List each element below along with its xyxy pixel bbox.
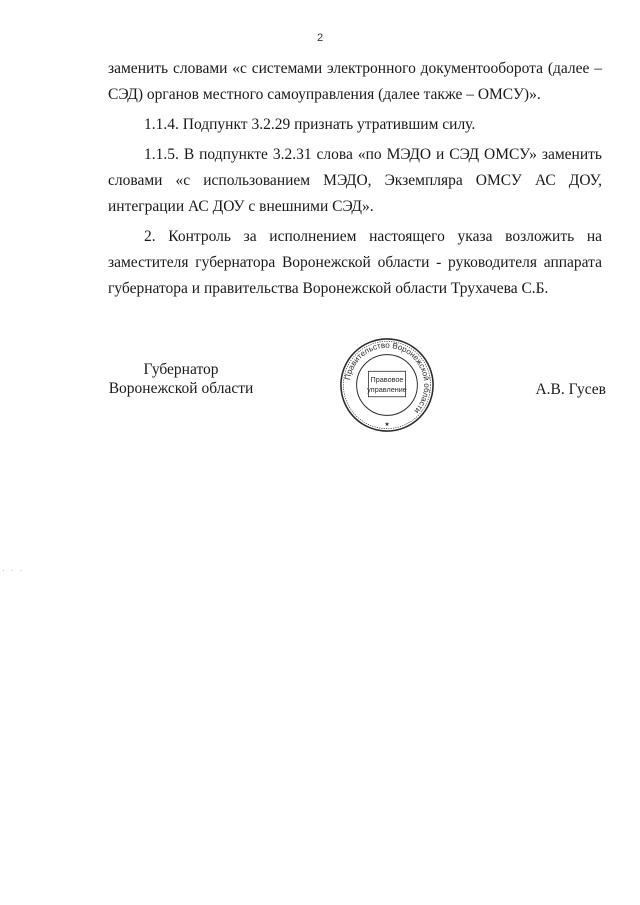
paragraph-1-1-5: 1.1.5. В подпункте 3.2.31 слова «по МЭДО и СЭД ОМСУ» заменить словами «с использованием МЭДО, Экземпляра ОМСУ АС ДОУ, интеграции АС ДОУ с внешними СЭД». <box>108 146 602 215</box>
seal-star-icon: ★ <box>384 422 390 429</box>
margin-scan-mark: · · · <box>2 566 25 575</box>
signature-block <box>100 340 610 440</box>
page-number: 2 <box>316 32 324 44</box>
official-seal-stamp <box>338 336 436 434</box>
signatory-title <box>106 360 256 398</box>
seal-inner-line2: управление <box>367 384 407 394</box>
paragraph-2-control: 2. Контроль за исполнением настоящего указа возложить на заместителя губернатора Воронежской области - руководителя аппарата губернатора и правительства Воронежской области Трухачева С.Б. <box>108 228 602 297</box>
signatory-title-line2: Воронежской области <box>108 380 254 397</box>
paragraph-1-1-4: 1.1.4. Подпункт 3.2.29 признать утратившим силу. <box>144 116 476 133</box>
signatory-name: А.В. Гусев <box>535 381 606 398</box>
document-body <box>108 56 602 302</box>
paragraph-continuation: заменить словами «с системами электронного документооборота (далее – СЭД) органов местного самоуправления (далее также – ОМСУ)». <box>108 60 602 103</box>
signatory-title-line1: Губернатор <box>143 361 219 378</box>
seal-inner-line1: Правовое <box>370 375 404 385</box>
seal-outer-text: Правительство Воронежской области <box>343 340 432 416</box>
